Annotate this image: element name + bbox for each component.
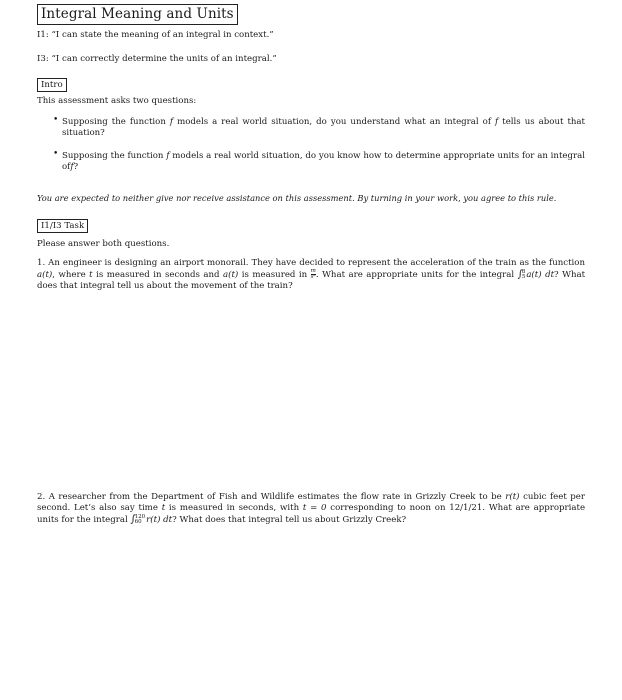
- target-i3: I3: “I can correctly determine the units of an integral.”: [37, 54, 277, 64]
- bullet-icon: •: [53, 149, 59, 159]
- integral-icon: ∫: [517, 269, 523, 280]
- bullet-icon: •: [53, 115, 59, 125]
- honor-rule: You are expected to neither give nor receive assistance on this assessment. By turning in your work, you agree to this rule.: [37, 193, 557, 203]
- integral-limits: 120 60: [134, 513, 146, 525]
- task-label: I1/I3 Task: [37, 219, 88, 233]
- task-lead: Please answer both questions.: [37, 239, 170, 249]
- intro-bullet-1: Supposing the function f models a real world situation, do you understand what an integral of f tells us about that situation?: [62, 117, 586, 138]
- units-fraction: $\frac{m}{\text{s²}}$: [310, 268, 316, 280]
- intro-bullet-2: Supposing the function f models a real world situation, do you know how to determine appropriate units for an integral off?: [62, 151, 585, 172]
- integral-icon: ∫: [130, 514, 136, 525]
- page-title: Integral Meaning and Units: [37, 4, 238, 25]
- integral-limits: 8 5: [521, 268, 526, 280]
- intro-lead: This assessment asks two questions:: [37, 96, 197, 106]
- question-2: 2. A researcher from the Department of Fish and Wildlife estimates the flow rate in Grizzly Creek to be r(t) cubic feet per second. Let’s also say time t is measured in seconds, with t = 0 corresponding to noon on 12/1/21. What are appropriate units for the integral ∫ 120 60 r(t) dt? What does that integral tell us about Grizzly Creek?: [37, 492, 586, 525]
- intro-label: Intro: [37, 78, 67, 92]
- target-i1: I1: “I can state the meaning of an integral in context.”: [37, 30, 274, 40]
- question-1: 1. An engineer is designing an airport monorail. They have decided to represent the acceleration of the train as the function a(t), where t is measured in seconds and a(t) is measured in $\frac{m}{\text{s²}}$ . What are appropriate units for the integral ∫ 8 5 a(t) dt? What does that integral tell us about the movement of the train?: [37, 258, 586, 291]
